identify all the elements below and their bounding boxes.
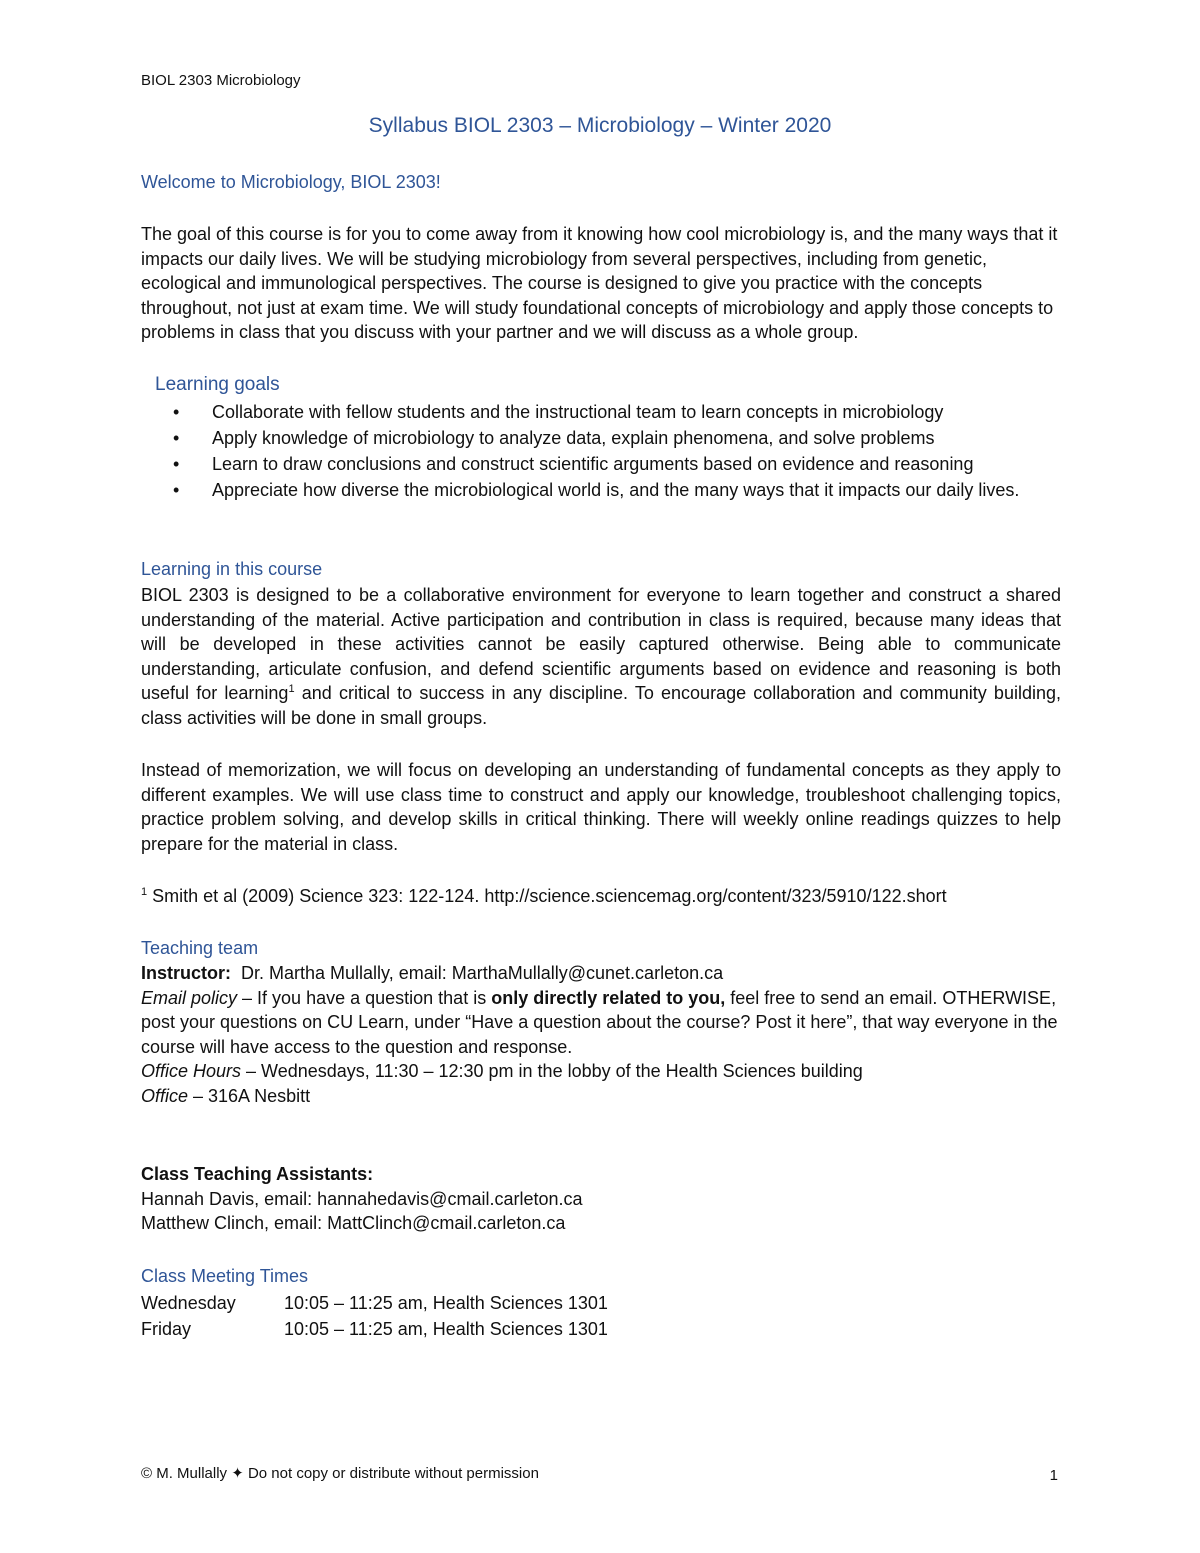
footnote-reference: 1 [288,683,295,696]
meeting-day: Wednesday [141,1293,236,1313]
office-hours-label: Office Hours [141,1061,242,1082]
office-hours-line [141,1059,1061,1084]
paragraph-text: and critical to success in any discipline. To encourage collaboration and community building, class activities will be done in small groups. [141,683,1061,728]
email-policy [141,986,1061,1060]
table-row [141,1290,608,1316]
document-title: Syllabus BIOL 2303 – Microbiology – Winter 2020 [368,114,832,137]
class-meeting-table [141,1290,608,1342]
footnote-mark: 1 [141,886,148,898]
office-label: Office [141,1085,189,1106]
email-policy-label: Email policy [141,987,238,1008]
list-item [141,399,1061,425]
memorization-paragraph: Instead of memorization, we will focus on developing an understanding of fundamental concepts as they apply to different examples. We will use class time to construct and apply our knowledge, troubleshoot challenging topics, practice problem solving, and develop skills in critical thinking. There will weekly online readings quizzes to help prepare for the material in class. [141,760,1061,854]
office-line [141,1084,1061,1109]
table-row [141,1316,608,1342]
meeting-time: 10:05 – 11:25 am, Health Sciences 1301 [284,1319,608,1339]
paragraph-text: BIOL 2303 is designed to be a collaborative environment for everyone to learn together and construct a shared understanding of the material. Active participation and contribution in class is required, because many ideas that will be developed in these activities cannot be easily captured otherwise. Being able to communicate understanding, articulate confusion, and defend scientific arguments based on evidence and reasoning is both useful for learning [141,585,1061,704]
list-item [141,425,1061,451]
footnote-text: Smith et al (2009) Science 323: 122-124. http://science.sciencemag.org/content/323/5910/122.short [147,886,947,906]
list-item-text: Appreciate how diverse the microbiological world is, and the many ways that it impacts our daily lives. [212,480,1020,500]
page-number: 1 [1049,1467,1058,1484]
welcome-heading: Welcome to Microbiology, BIOL 2303! [141,172,441,192]
list-item-text: Learn to draw conclusions and construct scientific arguments based on evidence and reasoning [212,454,974,474]
email-policy-text: feel free to send an email. OTHERWISE, post your questions on CU Learn, under “Have a question about the course? Post it here”, that way everyone in the course will have access to the question and response. [141,987,1058,1057]
bullet-icon: • [173,428,180,448]
bullet-icon: • [173,480,180,500]
running-header: BIOL 2303 Microbiology [141,72,301,89]
copyright-footer: © M. Mullally ✦ Do not copy or distribute without permission [141,1465,539,1482]
office-hours-value: – Wednesdays, 11:30 – 12:30 pm in the lobby of the Health Sciences building [241,1061,863,1082]
class-meeting-heading: Class Meeting Times [141,1266,309,1286]
meeting-time: 10:05 – 11:25 am, Health Sciences 1301 [284,1293,608,1313]
teaching-assistants-heading [141,1162,1061,1187]
teaching-team-details [141,961,1061,1109]
bullet-icon: • [173,454,180,474]
meeting-day: Friday [141,1319,192,1339]
learning-in-course-paragraph [141,583,1061,731]
instructor-label: Instructor: [141,963,231,983]
list-item-text: Apply knowledge of microbiology to analyze data, explain phenomena, and solve problems [212,428,935,448]
office-value: – 316A Nesbitt [188,1085,311,1106]
email-policy-text: – If you have a question that is [237,987,492,1008]
list-item-text: Collaborate with fellow students and the instructional team to learn concepts in microbiology [212,402,944,422]
teaching-team-heading: Teaching team [141,938,259,958]
list-item [141,477,1061,503]
bullet-icon: • [173,402,180,422]
learning-goals-list [141,399,1061,503]
teaching-assistants [141,1162,1061,1236]
learning-in-course-heading: Learning in this course [141,559,323,579]
list-item [141,451,1061,477]
instructor-value: Dr. Martha Mullally, email: MarthaMullally@cunet.carleton.ca [231,963,724,983]
intro-paragraph: The goal of this course is for you to come away from it knowing how cool microbiology is, and the many ways that it impacts our daily lives. We will be studying microbiology from several perspectives, including from genetic, ecological and immunological perspectives. The course is designed to give you practice with the concepts throughout, not just at exam time. We will study foundational concepts of microbiology and apply those concepts to problems in class that you discuss with your partner and we will discuss as a whole group. [141,224,1058,343]
email-policy-emphasis: only directly related to you, [491,987,726,1008]
learning-goals-heading: Learning goals [155,374,280,395]
ta-item: Matthew Clinch, email: MattClinch@cmail.carleton.ca [141,1213,566,1234]
teaching-assistants-heading-text: Class Teaching Assistants: [141,1164,374,1184]
instructor-line [141,961,1061,986]
ta-item: Hannah Davis, email: hannahedavis@cmail.carleton.ca [141,1188,583,1209]
footnote [141,884,1061,909]
